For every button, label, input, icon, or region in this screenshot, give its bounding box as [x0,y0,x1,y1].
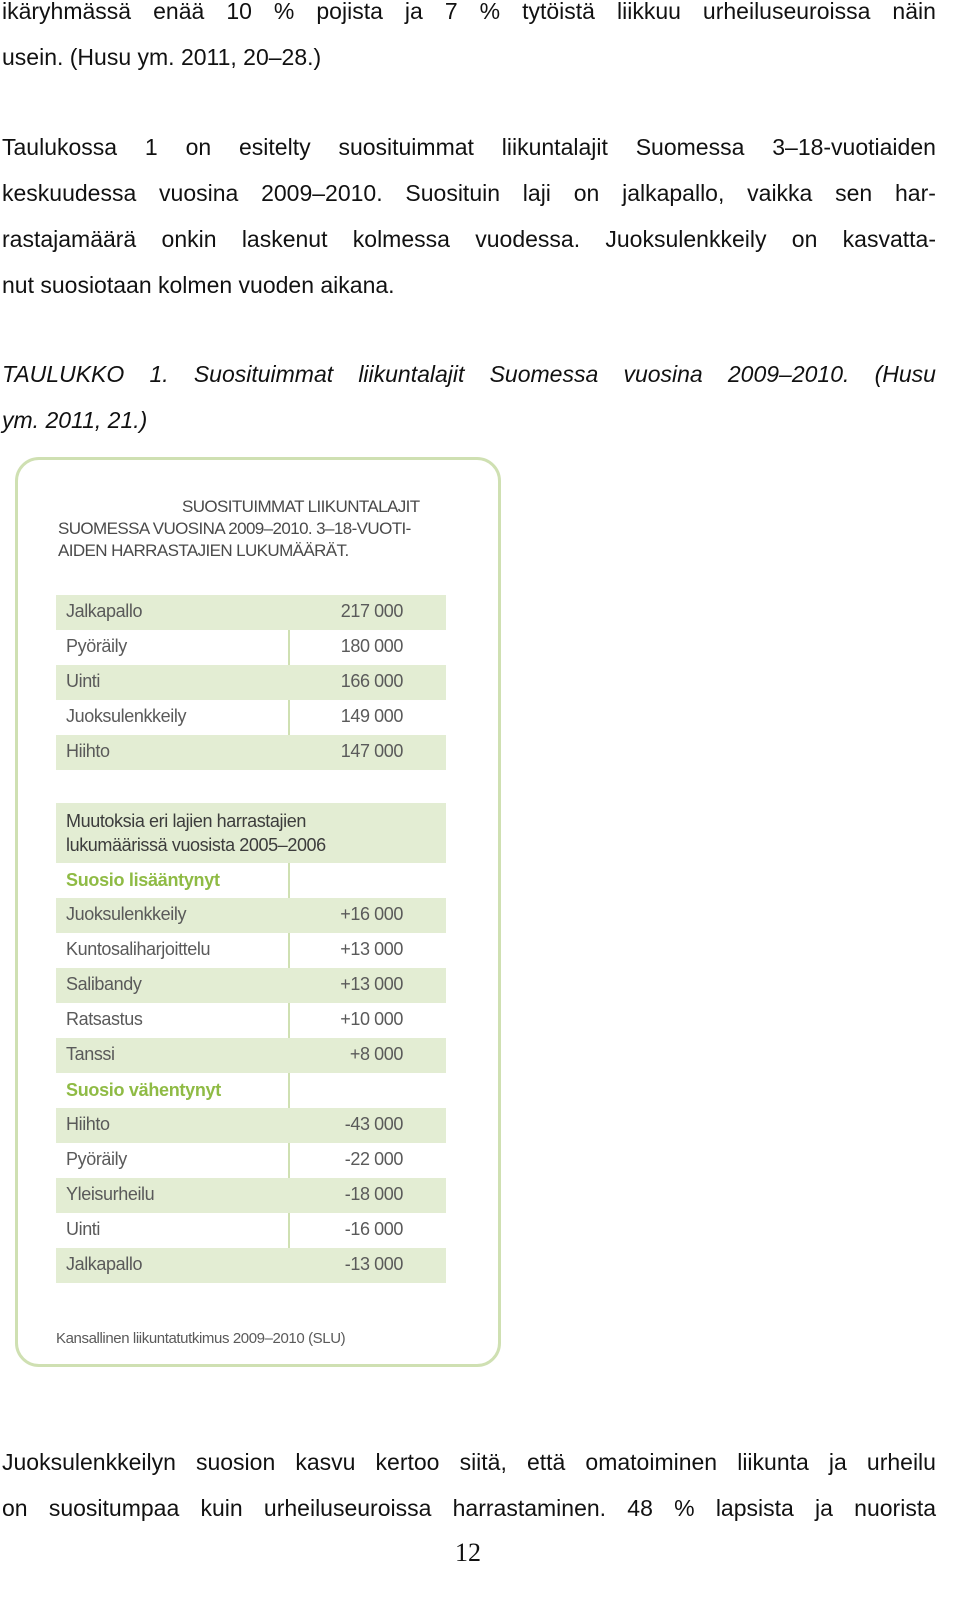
changes-heading-line: lukumäärissä vuosista 2005–2006 [66,835,326,855]
word: rastajamäärä [2,226,137,252]
word: Suomessa [635,134,745,160]
sport-value: -22 000 [344,1149,403,1169]
word: vuosina [623,361,703,387]
sport-name: Jalkapallo [66,601,143,621]
decreased-label: Suosio vähentynyt [66,1080,221,1100]
sport-name: Kuntosaliharjoittelu [66,939,211,959]
word: ja [404,0,423,24]
word: Suosituin [405,180,501,206]
word: vaikka [747,180,813,206]
sport-value: +10 000 [340,1009,403,1029]
sport-value: +13 000 [340,939,403,959]
page-number: 12 [455,1538,481,1567]
word: ja [828,1449,847,1475]
caption-line [2,351,936,397]
word: on [791,226,818,252]
word: jalkapallo, [622,180,725,206]
word: kertoo [375,1449,440,1475]
sport-name: Juoksulenkkeily [66,706,187,726]
word: enää [153,0,205,24]
card-title-line: AIDEN HARRASTAJIEN LUKUMÄÄRÄT. [58,541,349,560]
word: 48 [627,1495,653,1521]
word: 7 [444,0,458,24]
sport-name: Tanssi [66,1044,115,1064]
justified-line [2,1485,936,1531]
table-row [56,1178,446,1213]
word: liikuntalajit [501,134,608,160]
word: pojista [316,0,383,24]
sport-value: 180 000 [340,636,403,656]
word: suosion [195,1449,276,1475]
word: Suomessa [489,361,599,387]
sports-table-card [15,457,501,1367]
changes-heading [56,803,446,863]
word: harrastaminen. [452,1495,607,1521]
word: urheilu [866,1449,936,1475]
word: liikuntalajit [358,361,465,387]
sport-value: 217 000 [340,601,403,621]
word: 3–18-vuotiaiden [772,134,936,160]
word: 2009–2010. [727,361,850,387]
word: tytöistä [522,0,595,24]
word: urheiluseuroissa [702,0,871,24]
table-caption [2,351,936,443]
table-row [56,630,446,665]
changes-table [56,803,446,1283]
word: laji [522,180,551,206]
table-row [56,700,446,735]
sport-value: +13 000 [340,974,403,994]
sport-value: 147 000 [340,741,403,761]
table-row [56,1213,446,1248]
table-row [56,1108,446,1143]
word: laskenut [241,226,328,252]
word: on [185,134,212,160]
word: omatoiminen [585,1449,718,1475]
word: (Husu [874,361,936,387]
word: suositumpaa [48,1495,180,1521]
sport-name: Pyöräily [66,1149,127,1169]
table-row [56,898,446,933]
word: 2009–2010. [261,180,383,206]
justified-line [2,216,936,262]
sport-name: Ratsastus [66,1009,143,1029]
sport-name: Hiihto [66,741,110,761]
word: kuin [200,1495,243,1521]
word: % [674,1495,695,1521]
sport-value: -43 000 [344,1114,403,1134]
word: % [273,0,295,24]
text-line: usein. (Husu ym. 2011, 20–28.) [2,44,322,70]
word: nuorista [854,1495,936,1521]
word: sen [835,180,873,206]
text-line: nut suosiotaan kolmen vuoden aikana. [2,272,395,298]
decreased-subheading [56,1073,446,1108]
sport-name: Uinti [66,671,101,691]
word: ja [815,1495,833,1521]
word: liikkuu [616,0,681,24]
table-row [56,595,446,630]
caption-line: ym. 2011, 21.) [2,407,148,433]
sport-value: +8 000 [349,1044,403,1064]
word: Suosituimmat [193,361,334,387]
increased-rows [56,898,446,1073]
justified-line [2,1439,936,1485]
word: kasvatta- [842,226,936,252]
intro-paragraph [2,0,936,80]
word: on [2,1495,28,1521]
word: Juoksulenkkeily [605,226,767,252]
table-row [56,1143,446,1178]
table-source: Kansallinen liikuntatutkimus 2009–2010 (SLU) [56,1330,346,1347]
word: onkin [161,226,217,252]
word: 1. [149,361,169,387]
table-row [56,1248,446,1283]
sport-value: +16 000 [340,904,403,924]
table-row [56,968,446,1003]
word: % [479,0,501,24]
word: ikäryhmässä [2,0,132,24]
sport-name: Juoksulenkkeily [66,904,187,924]
changes-heading-line: Muutoksia eri lajien harrastajien [66,811,306,831]
table-row [56,933,446,968]
sport-value: 166 000 [340,671,403,691]
paragraph-table-intro [2,124,936,308]
word: TAULUKKO [2,361,125,387]
sport-value: 149 000 [340,706,403,726]
word: että [526,1449,566,1475]
word: on [573,180,600,206]
table-row [56,1003,446,1038]
increased-subheading [56,863,446,898]
word: liikunta [737,1449,809,1475]
word: Taulukossa [2,134,118,160]
word: har- [895,180,936,206]
word: vuosina [159,180,239,206]
table-row [56,1038,446,1073]
increased-label: Suosio lisääntynyt [66,870,220,890]
sport-value: -16 000 [344,1219,403,1239]
sport-name: Hiihto [66,1114,110,1134]
justified-line [2,0,936,34]
word: 1 [144,134,158,160]
word: lapsista [715,1495,794,1521]
sport-name: Jalkapallo [66,1254,143,1274]
word: siitä, [459,1449,507,1475]
sport-name: Uinti [66,1219,101,1239]
word: Juoksulenkkeilyn [2,1449,176,1475]
justified-line [2,170,936,216]
word: keskuudessa [2,180,137,206]
sport-name: Yleisurheilu [66,1184,155,1204]
decreased-rows [56,1108,446,1283]
sport-value: -18 000 [344,1184,403,1204]
word: näin [892,0,936,24]
table-row [56,735,446,770]
card-title-line: SUOSITUIMMAT LIIKUNTALAJIT [182,497,420,516]
table-card-title [58,496,478,562]
table-row [56,665,446,700]
sport-name: Salibandy [66,974,142,994]
word: suosituimmat [338,134,474,160]
justified-line [2,124,936,170]
word: kasvu [295,1449,356,1475]
paragraph-conclusion [2,1439,936,1531]
word: urheiluseuroissa [263,1495,432,1521]
card-title-line: SUOMESSA VUOSINA 2009–2010. 3–18-VUOTI- [58,519,411,538]
word: 10 [226,0,252,24]
sport-name: Pyöräily [66,636,127,656]
word: kolmessa [352,226,450,252]
word: esitelty [239,134,311,160]
sport-value: -13 000 [344,1254,403,1274]
word: vuodessa. [475,226,581,252]
top-sports-table [56,595,446,770]
